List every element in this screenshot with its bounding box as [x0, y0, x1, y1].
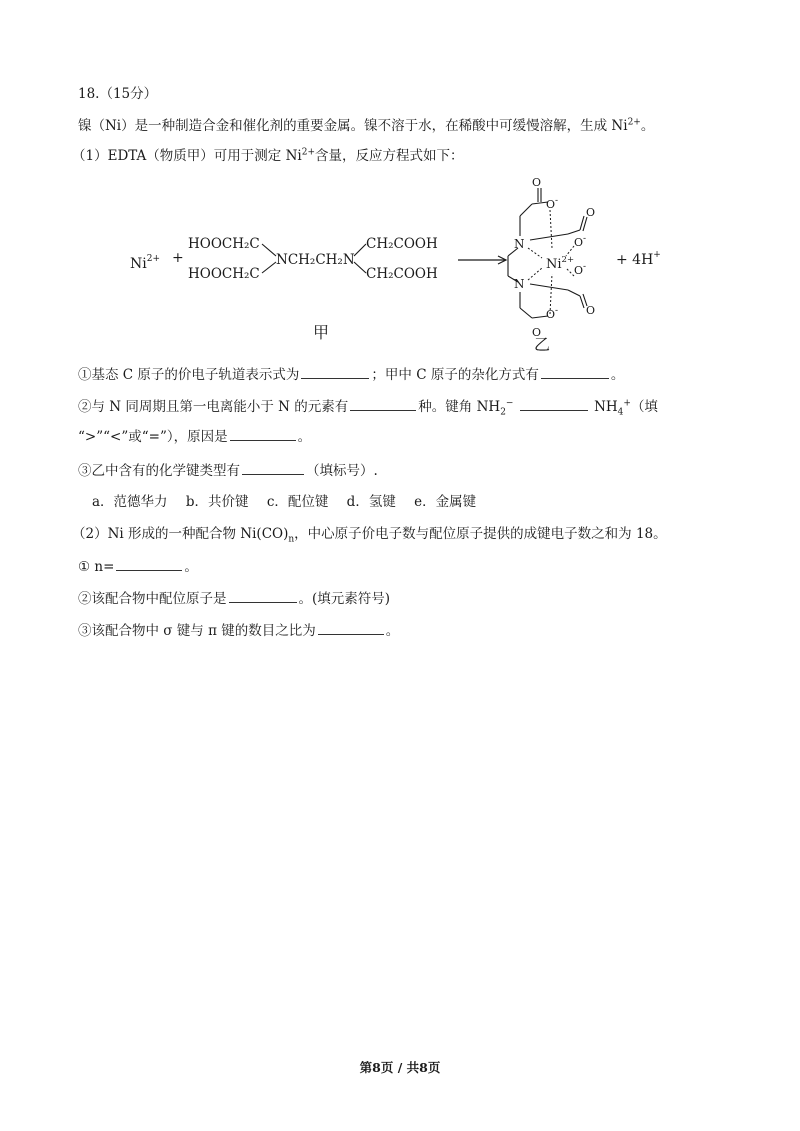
- answer-blank[interactable]: [350, 396, 416, 411]
- edta-bottom-right-arm: CH₂COOH: [366, 266, 438, 282]
- label-yi: 乙: [534, 335, 551, 354]
- question-1-2-cont: “>”“<”或“=”），原因是 。: [78, 426, 311, 447]
- question-2-2: ②该配合物中配位原子是 。(填元素符号): [78, 588, 390, 609]
- part2-stem: （2）Ni 形成的一种配合物 $Ni(CO)_n$，中心原子价电子数与配位原子提供的成键电子数之和为 18。: [72, 526, 667, 545]
- complex-ni-center: $Ni^{2+}$: [546, 255, 575, 272]
- answer-blank[interactable]: [318, 620, 384, 635]
- reaction-arrow: [458, 256, 506, 264]
- answer-blank[interactable]: [541, 364, 609, 379]
- complex-bottom-carbonyl-o: O: [532, 326, 542, 339]
- product-protons: + 4H+: [616, 250, 661, 268]
- complex-top-o-minus: O-: [546, 196, 559, 211]
- question-number: 18.（15分）: [78, 86, 158, 102]
- complex-right-o-minus-bottom: O-: [574, 262, 587, 277]
- part1-stem: （1）EDTA（物质甲）可用于测定 $Ni^{2+}$含量，反应方程式如下：: [72, 147, 464, 164]
- edta-bottom-left-arm: HOOCH₂C: [188, 266, 260, 282]
- option-c: c．配位键: [266, 494, 329, 510]
- answer-blank[interactable]: [242, 460, 304, 475]
- question-1-2: ②与 N 同周期且第一电离能小于 N 的元素有 种。键角 $NH_2^-$ $NH_4^+$（填: [78, 396, 658, 417]
- complex-right-o-minus-top: O-: [574, 234, 587, 249]
- option-b: b．共价键: [185, 494, 249, 510]
- label-jia: 甲: [313, 323, 330, 342]
- intro-text: 镍（Ni）是一种制造合金和催化剂的重要金属。镍不溶于水，在稀酸中可缓慢溶解，生成 $Ni^{2+}$。: [78, 117, 655, 134]
- question-2-1: ① n= 。: [78, 556, 198, 577]
- answer-blank[interactable]: [301, 364, 369, 379]
- edta-top-right-arm: CH₂COOH: [366, 236, 438, 252]
- complex-right-carbonyl-o-bottom: O: [586, 304, 596, 317]
- edta-top-left-arm: HOOCH₂C: [188, 236, 260, 252]
- plus-sign: +: [172, 250, 184, 266]
- answer-blank[interactable]: [520, 396, 588, 411]
- ni-edta-complex: [508, 176, 595, 339]
- complex-n-bottom: N: [514, 277, 525, 291]
- complex-right-carbonyl-o-top: O: [586, 206, 596, 219]
- options-list: [92, 492, 490, 512]
- page-footer: 第8页 / 共8页: [359, 1060, 441, 1075]
- option-d: d．氢键: [346, 494, 396, 510]
- complex-n-top: N: [514, 237, 525, 251]
- complex-bottom-o-minus: O-: [546, 306, 559, 321]
- option-a: a．范德华力: [92, 494, 168, 510]
- question-2-3: ③该配合物中 σ 键与 π 键的数目之比为 。: [78, 620, 399, 641]
- reaction-equation-diagram: [128, 176, 688, 354]
- answer-blank[interactable]: [229, 588, 297, 603]
- edta-bridge: NCH₂CH₂N: [276, 252, 355, 268]
- answer-blank[interactable]: [116, 556, 182, 571]
- question-1-3: ③乙中含有的化学键类型有 （填标号）.: [78, 460, 378, 481]
- complex-top-carbonyl-o: O: [532, 176, 542, 189]
- answer-blank[interactable]: [230, 426, 296, 441]
- reactant-ni-ion: $Ni^{2+}$: [130, 254, 161, 272]
- question-1-1: ①基态 C 原子的价电子轨道表示式为 ；甲中 C 原子的杂化方式有 。: [78, 364, 624, 385]
- option-e: e．金属键: [414, 494, 477, 510]
